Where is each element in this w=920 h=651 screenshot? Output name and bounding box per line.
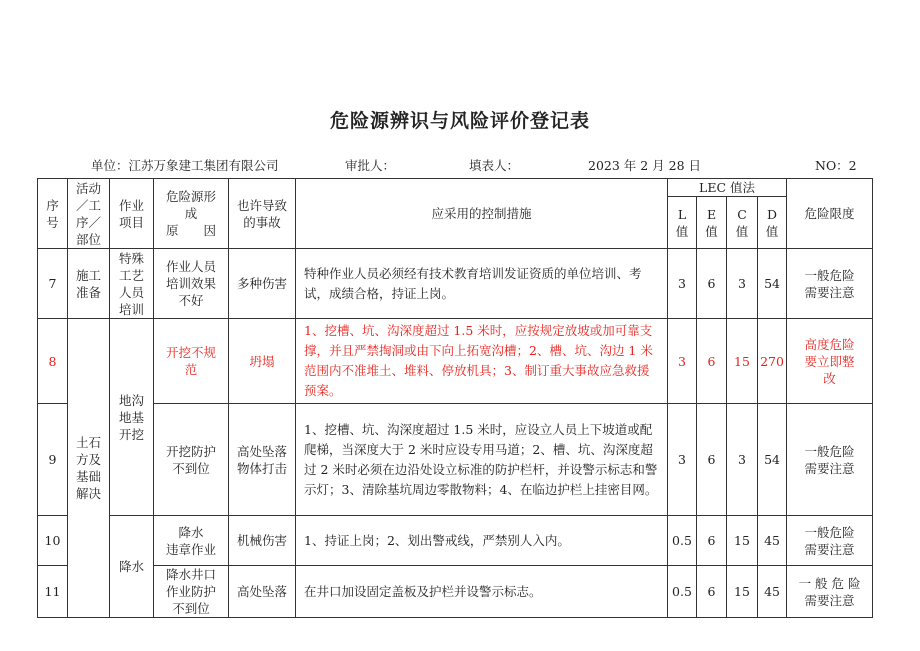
row-e: 6 <box>697 516 727 566</box>
header-measures: 应采用的控制措施 <box>296 179 668 249</box>
row-d: 54 <box>758 404 787 516</box>
table-row <box>38 319 873 404</box>
header-c: C 值 <box>727 197 758 249</box>
row-measures: 在井口加设固定盖板及护栏并设警示标志。 <box>296 566 668 618</box>
row-accident: 多种伤害 <box>229 249 296 319</box>
row-c: 15 <box>727 319 758 404</box>
header-level: 危险限度 <box>787 179 873 249</box>
approver-label: 审批人： <box>345 158 396 173</box>
date-label: 2023 年 2 月 28 日 <box>588 158 702 173</box>
header-accident: 也许导致 的事故 <box>229 179 296 249</box>
row-l: 0.5 <box>668 566 697 618</box>
row-d: 45 <box>758 566 787 618</box>
row-level: 一般危险 需要注意 <box>787 404 873 516</box>
page-title: 危险源辨识与风险评价登记表 <box>329 110 590 132</box>
hazard-register-table <box>37 178 873 618</box>
row-source: 开挖防护 不到位 <box>154 404 229 516</box>
row-c: 3 <box>727 249 758 319</box>
header-item: 作业 项目 <box>110 179 154 249</box>
row-accident: 高处坠落 <box>229 566 296 618</box>
row-c: 15 <box>727 566 758 618</box>
header-d: D 值 <box>758 197 787 249</box>
table-row <box>38 249 873 319</box>
row-l: 3 <box>668 319 697 404</box>
group-earthwork: 土石 方及 基础 解决 <box>68 319 110 618</box>
row-item: 特殊 工艺 人员 培训 <box>110 249 154 319</box>
row-e: 6 <box>697 566 727 618</box>
row-seq: 9 <box>38 404 68 516</box>
row-d: 54 <box>758 249 787 319</box>
row-e: 6 <box>697 319 727 404</box>
row-seq: 10 <box>38 516 68 566</box>
header-lec: LEC 值法 <box>668 179 787 197</box>
row-activity: 施工 准备 <box>68 249 110 319</box>
row-e: 6 <box>697 249 727 319</box>
row-measures: 1、持证上岗；2、划出警戒线，严禁别人入内。 <box>296 516 668 566</box>
header-row <box>38 179 873 197</box>
row-measures: 1、挖槽、坑、沟深度超过 1.5 米时，应按规定放坡或加可靠支撑，并且严禁掏洞或由下向上拓宽沟槽；2、槽、坑、沟边 1 米范围内不准堆土、堆料、停放机具；3、制订重大事故应急救援预案。 <box>296 319 668 404</box>
row-level: 高度危险 要立即整 改 <box>787 319 873 404</box>
table-row <box>38 404 873 516</box>
row-d: 45 <box>758 516 787 566</box>
row-accident: 机械伤害 <box>229 516 296 566</box>
header-source: 危险源形 成 原 因 <box>154 179 229 249</box>
row-level: 一般危险 需要注意 <box>787 249 873 319</box>
row-c: 15 <box>727 516 758 566</box>
row-measures: 1、挖槽、坑、沟深度超过 1.5 米时，应设立人员上下坡道或配爬梯，当深度大于 2 米时应设专用马道；2、槽、坑、沟深度超过 2 米时必须在边沿处设立标准的防护栏杆，并设警示标志和警示灯；3、清除基坑周边零散物料；4、在临边护栏上挂密目网。 <box>296 404 668 516</box>
row-e: 6 <box>697 404 727 516</box>
form-number: NO：2 <box>815 158 857 173</box>
row-source: 作业人员 培训效果 不好 <box>154 249 229 319</box>
row-c: 3 <box>727 404 758 516</box>
row-d: 270 <box>758 319 787 404</box>
row-accident: 坍塌 <box>229 319 296 404</box>
row-seq: 7 <box>38 249 68 319</box>
row-seq: 8 <box>38 319 68 404</box>
row-l: 3 <box>668 404 697 516</box>
row-source: 开挖不规 范 <box>154 319 229 404</box>
unit-label: 单位：江苏万象建工集团有限公司 <box>91 158 279 173</box>
table-row <box>38 566 873 618</box>
row-source: 降水井口 作业防护 不到位 <box>154 566 229 618</box>
row-level: 一般危险 需要注意 <box>787 516 873 566</box>
header-activity: 活动 ／工 序／ 部位 <box>68 179 110 249</box>
header-seq: 序 号 <box>38 179 68 249</box>
header-e: E 值 <box>697 197 727 249</box>
filler-label: 填表人： <box>469 158 520 173</box>
header-l: L 值 <box>668 197 697 249</box>
group-trench: 地沟 地基 开挖 <box>110 319 154 516</box>
row-l: 3 <box>668 249 697 319</box>
table-row <box>38 516 873 566</box>
row-l: 0.5 <box>668 516 697 566</box>
row-seq: 11 <box>38 566 68 618</box>
group-dewatering: 降水 <box>110 516 154 618</box>
row-level: 一 般 危 险 需要注意 <box>787 566 873 618</box>
row-accident: 高处坠落 物体打击 <box>229 404 296 516</box>
row-source: 降水 违章作业 <box>154 516 229 566</box>
row-measures: 特种作业人员必须经有技术教育培训发证资质的单位培训、考试，成绩合格，持证上岗。 <box>296 249 668 319</box>
